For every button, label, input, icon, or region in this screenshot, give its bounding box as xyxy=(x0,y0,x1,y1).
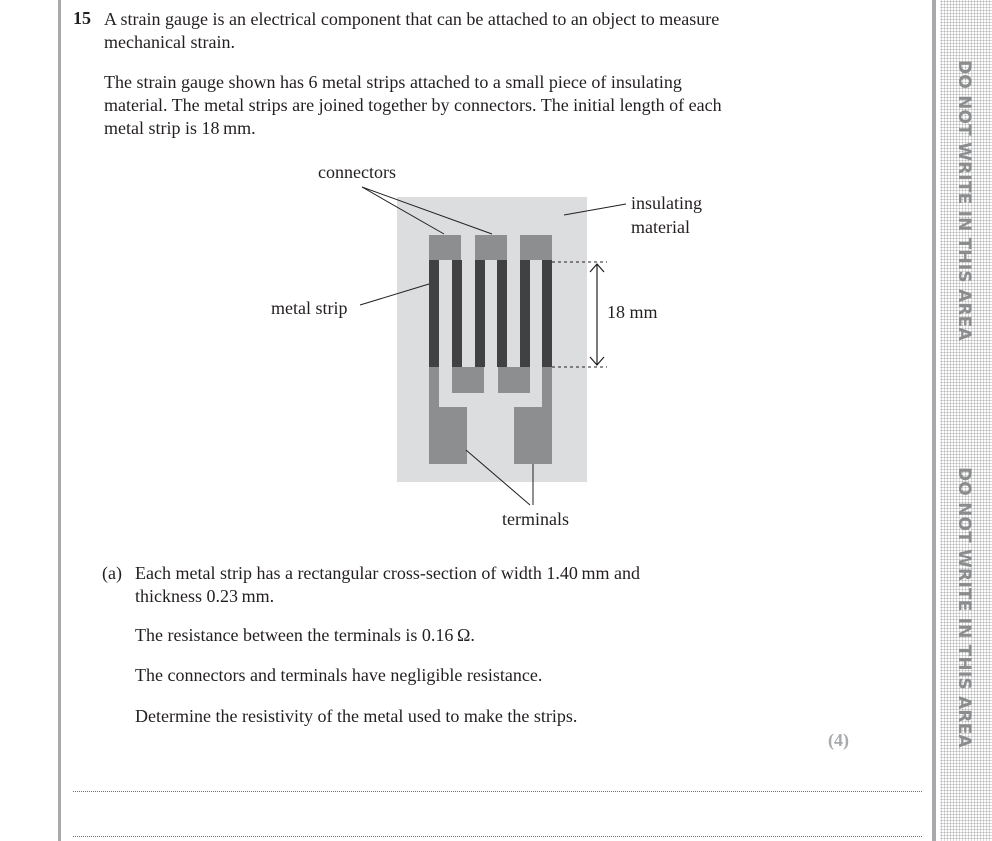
part-a-label: (a) xyxy=(102,563,122,583)
metal-strip xyxy=(429,260,439,367)
label-connectors: connectors xyxy=(318,162,396,182)
part-a-resistance: The resistance between the terminals is 0.16 Ω. xyxy=(135,625,475,645)
metal-strip xyxy=(452,260,462,367)
answer-line[interactable] xyxy=(73,791,922,792)
part-a-line: thickness 0.23 mm. xyxy=(135,586,275,606)
intro-line: mechanical strain. xyxy=(104,32,235,52)
metal-strip xyxy=(542,260,552,367)
part-a-statement xyxy=(135,562,640,608)
metal-strip xyxy=(520,260,530,367)
terminal-lead xyxy=(429,367,439,407)
label-metal-strip: metal strip xyxy=(271,298,348,318)
part-a-task: Determine the resistivity of the metal used to make the strips. xyxy=(135,706,578,726)
connector xyxy=(429,235,461,260)
label-material: material xyxy=(631,217,690,237)
connector xyxy=(452,367,484,393)
label-terminals: terminals xyxy=(502,509,569,529)
terminal xyxy=(429,407,467,464)
metal-strip xyxy=(475,260,485,367)
answer-line[interactable] xyxy=(73,836,922,837)
part-a-negligible: The connectors and terminals have negligible resistance. xyxy=(135,665,543,685)
intro-line: A strain gauge is an electrical component that can be attached to an object to measure xyxy=(104,9,720,29)
terminal xyxy=(514,407,552,464)
description-line: material. The metal strips are joined together by connectors. The initial length of each xyxy=(104,95,722,115)
marks-indicator: (4) xyxy=(828,730,849,750)
question-number: 15 xyxy=(73,8,91,28)
label-length: 18 mm xyxy=(607,302,658,322)
terminal-lead xyxy=(542,367,552,407)
label-insulating: insulating xyxy=(631,193,702,213)
metal-strip xyxy=(497,260,507,367)
description-line: The strain gauge shown has 6 metal strips attached to a small piece of insulating xyxy=(104,72,682,92)
margin-warning-text: DO NOT WRITE IN THIS AREA xyxy=(954,467,974,748)
margin-warning-text: DO NOT WRITE IN THIS AREA xyxy=(954,60,974,341)
connector xyxy=(520,235,552,260)
connector xyxy=(498,367,530,393)
connector xyxy=(475,235,507,260)
description-line: metal strip is 18 mm. xyxy=(104,118,256,138)
part-a-line: Each metal strip has a rectangular cross-section of width 1.40 mm and xyxy=(135,563,640,583)
